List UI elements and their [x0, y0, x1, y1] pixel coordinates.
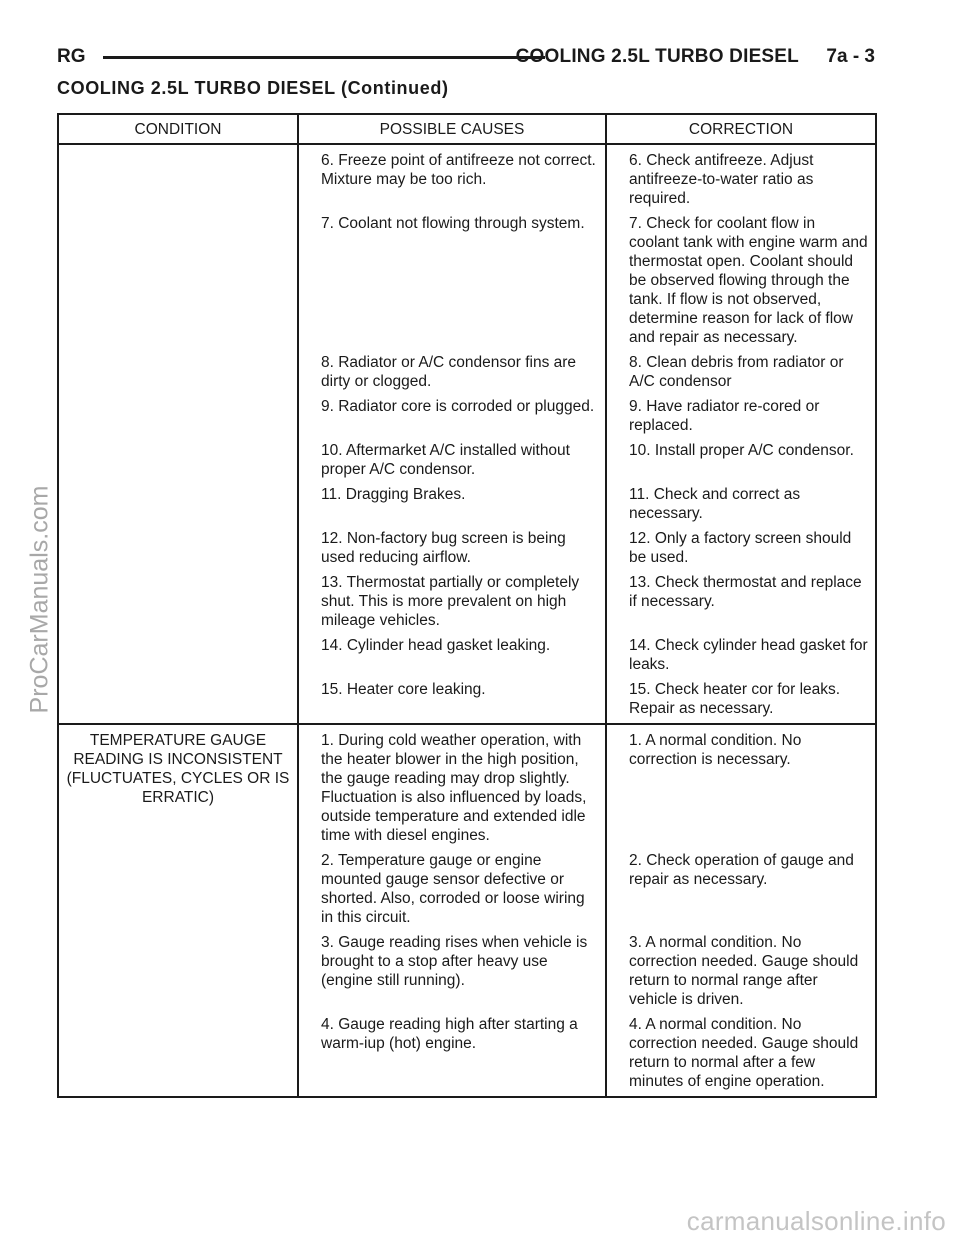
cause-item: 9. Radiator core is corroded or plugged. — [321, 398, 595, 415]
condition-cell — [58, 724, 298, 1097]
footer-watermark: carmanualsonline.info — [686, 1206, 946, 1236]
condition-text — [63, 151, 293, 161]
table-header-row — [58, 114, 876, 144]
correction-cell — [606, 144, 876, 724]
correction-item: 13. Check thermostat and replace if necessary. — [629, 574, 862, 610]
correction-item: 11. Check and correct as necessary. — [629, 486, 801, 522]
condition-text: TEMPERATURE GAUGE READING IS INCONSISTENT (FLUCTUATES, CYCLES OR IS ERRATIC) — [66, 732, 290, 806]
table-row — [58, 144, 876, 724]
cause-item: 14. Cylinder head gasket leaking. — [321, 637, 551, 654]
correction-item: 1. A normal condition. No correction is necessary. — [629, 732, 802, 768]
section-code: RG — [57, 46, 86, 67]
column-header-condition: CONDITION — [58, 114, 298, 144]
correction-item: 14. Check cylinder head gasket for leaks. — [629, 637, 868, 673]
causes-cell — [298, 724, 606, 1097]
cause-item: 7. Coolant not flowing through system. — [321, 215, 585, 232]
correction-item: 4. A normal condition. No correction needed. Gauge should return to normal after a few minutes of engine operation. — [629, 1016, 859, 1090]
cause-item: 12. Non-factory bug screen is being used reducing airflow. — [321, 530, 566, 566]
cause-item: 10. Aftermarket A/C installed without proper A/C condensor. — [321, 442, 570, 478]
cause-item: 3. Gauge reading rises when vehicle is brought to a stop after heavy use (engine still running). — [321, 934, 588, 989]
diagnosis-table — [57, 113, 877, 1098]
column-header-correction: CORRECTION — [606, 114, 876, 144]
correction-item: 15. Check heater cor for leaks. Repair as necessary. — [629, 681, 841, 717]
correction-item: 2. Check operation of gauge and repair as necessary. — [629, 852, 854, 888]
cause-item: 11. Dragging Brakes. — [321, 486, 466, 503]
causes-cell — [298, 144, 606, 724]
condition-cell — [58, 144, 298, 724]
cause-item: 6. Freeze point of antifreeze not correct. Mixture may be too rich. — [321, 152, 596, 188]
cause-item: 2. Temperature gauge or engine mounted gauge sensor defective or shorted. Also, corroded or loose wiring in this circuit. — [321, 852, 585, 926]
cause-item: 4. Gauge reading high after starting a warm-iup (hot) engine. — [321, 1016, 578, 1052]
correction-item: 7. Check for coolant flow in coolant tank with engine warm and thermostat open. Coolant should be observed flowing through the tank. If flow is not observed, determine reason for lack of flow and repair as necessary. — [629, 215, 868, 346]
table-body — [58, 144, 876, 1097]
page-header — [57, 42, 875, 76]
correction-item: 8. Clean debris from radiator or A/C condensor — [629, 354, 844, 390]
correction-item: 3. A normal condition. No correction needed. Gauge should return to normal range after vehicle is driven. — [629, 934, 859, 1008]
table-row — [58, 724, 876, 1097]
header-rule — [103, 56, 545, 59]
correction-cell — [606, 724, 876, 1097]
column-header-causes: POSSIBLE CAUSES — [298, 114, 606, 144]
correction-item: 9. Have radiator re-cored or replaced. — [629, 398, 820, 434]
correction-item: 12. Only a factory screen should be used. — [629, 530, 852, 566]
cause-item: 15. Heater core leaking. — [321, 681, 486, 698]
cause-item: 1. During cold weather operation, with the heater blower in the high position, the gauge reading may drop slightly. Fluctuation is also influenced by loads, outside temperature and extended idle time with diesel engines. — [321, 732, 587, 844]
header-title: COOLING 2.5L TURBO DIESEL — [515, 46, 799, 67]
page-number: 7a - 3 — [826, 46, 875, 67]
correction-item: 10. Install proper A/C condensor. — [629, 442, 854, 459]
correction-item: 6. Check antifreeze. Adjust antifreeze-to-water ratio as required. — [629, 152, 814, 207]
side-watermark: ProCarManuals.com — [25, 485, 54, 714]
cause-item: 13. Thermostat partially or completely shut. This is more prevalent on high mileage vehicles. — [321, 574, 580, 629]
page-subtitle: COOLING 2.5L TURBO DIESEL (Continued) — [57, 78, 449, 98]
cause-item: 8. Radiator or A/C condensor fins are dirty or clogged. — [321, 354, 577, 390]
